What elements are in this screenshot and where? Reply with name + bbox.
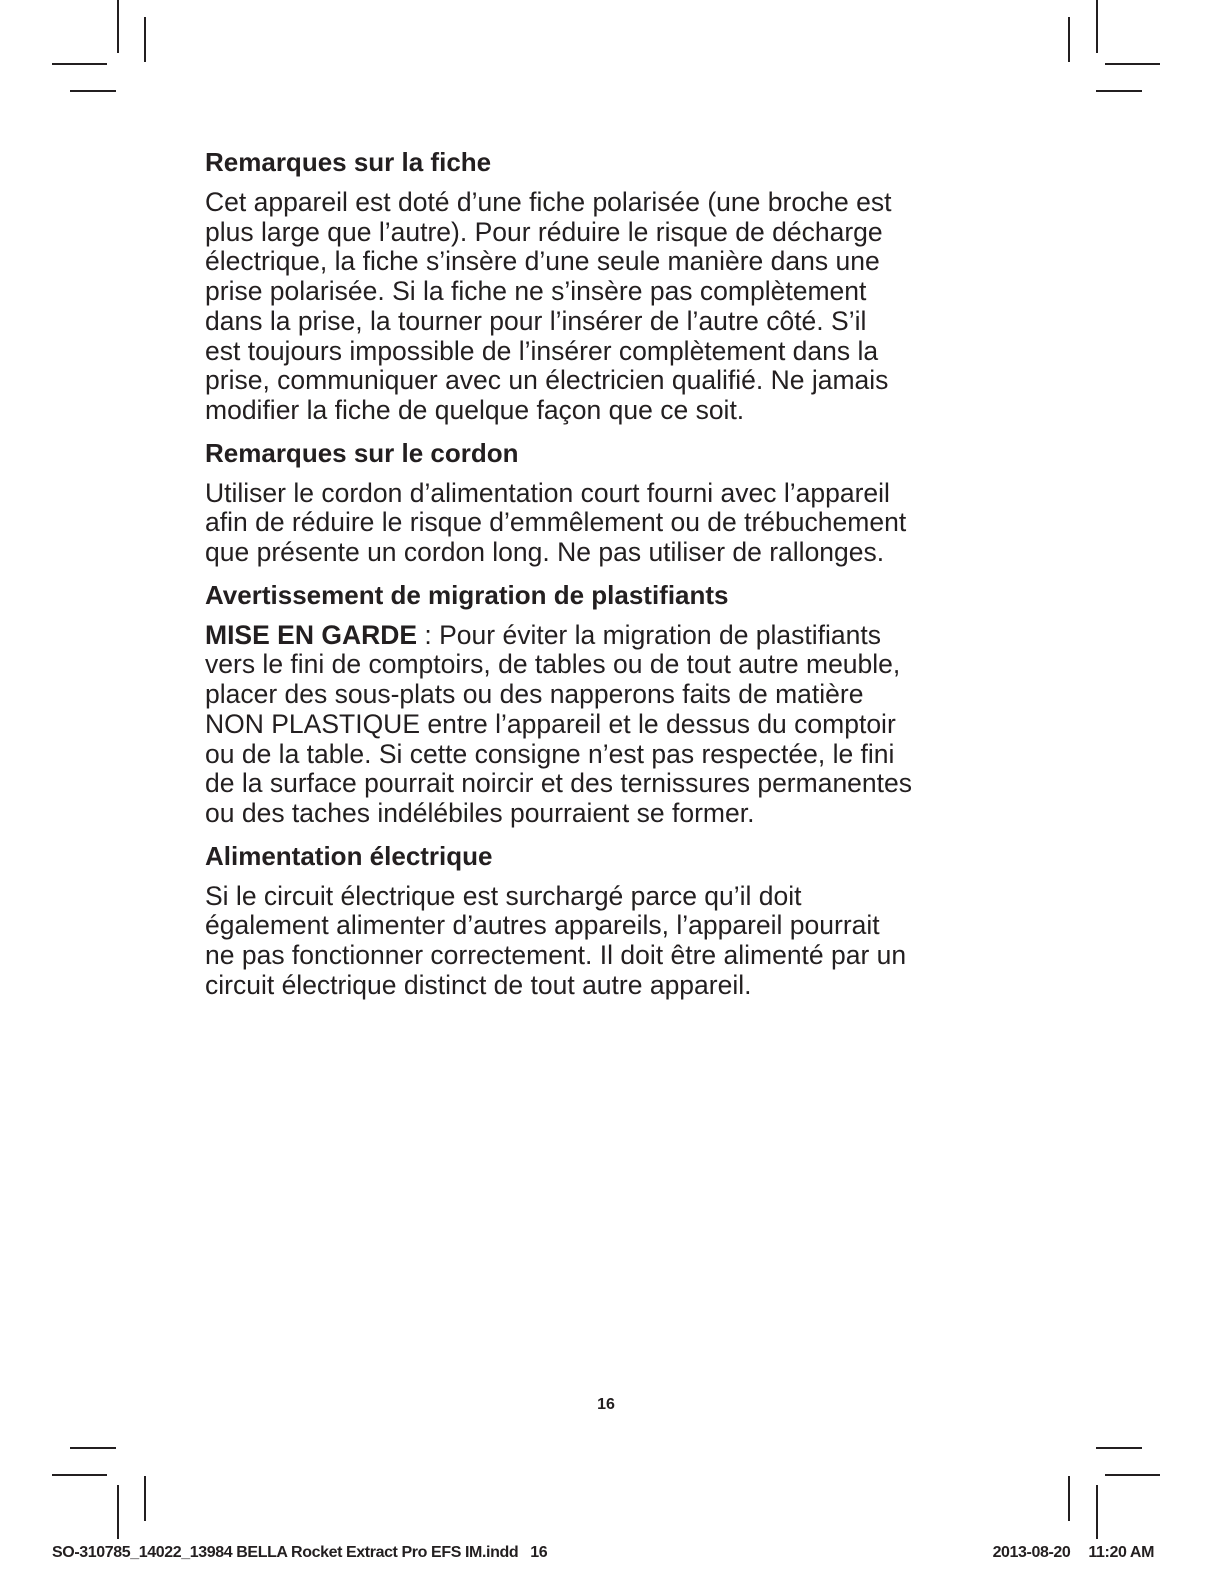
slug-page: 16 xyxy=(530,1544,548,1561)
crop-mark xyxy=(117,1485,119,1539)
body-line: électrique, la fiche s’insère d’une seule manière dans une xyxy=(205,246,880,277)
section-heading: Avertissement de migration de plastifiants xyxy=(205,579,729,610)
crop-mark xyxy=(1068,1476,1070,1521)
body-line: Utiliser le cordon d’alimentation court fourni avec l’appareil xyxy=(205,477,890,508)
section-heading: Remarques sur le cordon xyxy=(205,437,519,468)
slug-timestamp xyxy=(993,1544,1154,1562)
slug-filename: SO-310785_14022_13984 BELLA Rocket Extract Pro EFS IM.indd xyxy=(52,1544,519,1561)
body-line: que présente un cordon long. Ne pas utiliser de rallonges. xyxy=(205,537,885,568)
body-line: de la surface pourrait noircir et des ternissures permanentes xyxy=(205,768,913,799)
crop-mark xyxy=(52,63,107,65)
body-line: vers le fini de comptoirs, de tables ou de tout autre meuble, xyxy=(205,649,901,680)
section-body xyxy=(205,188,1025,426)
slug-date: 2013-08-20 xyxy=(992,1544,1071,1561)
body-line: ou de la table. Si cette consigne n’est pas respectée, le fini xyxy=(205,738,895,769)
section-body xyxy=(205,882,1025,1001)
body-line: également alimenter d’autres appareils, l’appareil pourrait xyxy=(205,910,880,941)
crop-mark xyxy=(144,17,146,62)
body-line: Cet appareil est doté d’une fiche polarisée (une broche est xyxy=(205,187,892,217)
body-line: NON PLASTIQUE entre l’appareil et le dessus du comptoir xyxy=(205,708,896,739)
crop-mark xyxy=(1096,90,1142,92)
page-number: 16 xyxy=(597,1396,615,1413)
section-heading: Alimentation électrique xyxy=(205,840,493,871)
section-body xyxy=(205,479,1025,568)
body-line: prise polarisée. Si la fiche ne s’insère pas complètement xyxy=(205,276,867,307)
body-line: est toujours impossible de l’insérer complètement dans la xyxy=(205,335,879,366)
body-line: dans la prise, la tourner pour l’insérer de l’autre côté. S’il xyxy=(205,305,867,336)
crop-mark xyxy=(1096,1447,1142,1449)
body-line: prise, communiquer avec un électricien qualifié. Ne jamais xyxy=(205,365,889,396)
crop-mark xyxy=(1068,17,1070,62)
crop-mark xyxy=(1096,0,1098,53)
page-content xyxy=(205,147,1025,1012)
crop-mark xyxy=(117,0,119,53)
crop-mark xyxy=(70,90,116,92)
body-line: Si le circuit électrique est surchargé parce qu’il doit xyxy=(205,880,802,911)
section-heading: Remarques sur la fiche xyxy=(205,147,492,177)
body-line: plus large que l’autre). Pour réduire le risque de décharge xyxy=(205,216,883,247)
body-line: ne pas fonctionner correctement. Il doit être alimenté par un xyxy=(205,940,907,971)
caution-text: : Pour éviter la migration de plastifiants xyxy=(417,619,882,650)
crop-mark xyxy=(144,1476,146,1521)
body-line xyxy=(205,621,1025,651)
crop-mark xyxy=(1105,63,1160,65)
body-line: placer des sous-plats ou des napperons faits de matière xyxy=(205,679,864,710)
body-line: ou des taches indélébiles pourraient se former. xyxy=(205,797,755,828)
slug-file-info xyxy=(52,1544,547,1562)
body-line: circuit électrique distinct de tout autre appareil. xyxy=(205,969,752,1000)
caution-label: MISE EN GARDE xyxy=(205,619,418,650)
crop-mark xyxy=(1096,1485,1098,1539)
section-body xyxy=(205,621,1025,829)
crop-mark xyxy=(70,1447,116,1449)
body-line: afin de réduire le risque d’emmêlement ou de trébuchement xyxy=(205,507,907,538)
slug-time: 11:20 AM xyxy=(1088,1544,1154,1561)
body-line: modifier la fiche de quelque façon que ce soit. xyxy=(205,394,745,425)
crop-mark xyxy=(1105,1474,1160,1476)
crop-mark xyxy=(52,1474,107,1476)
